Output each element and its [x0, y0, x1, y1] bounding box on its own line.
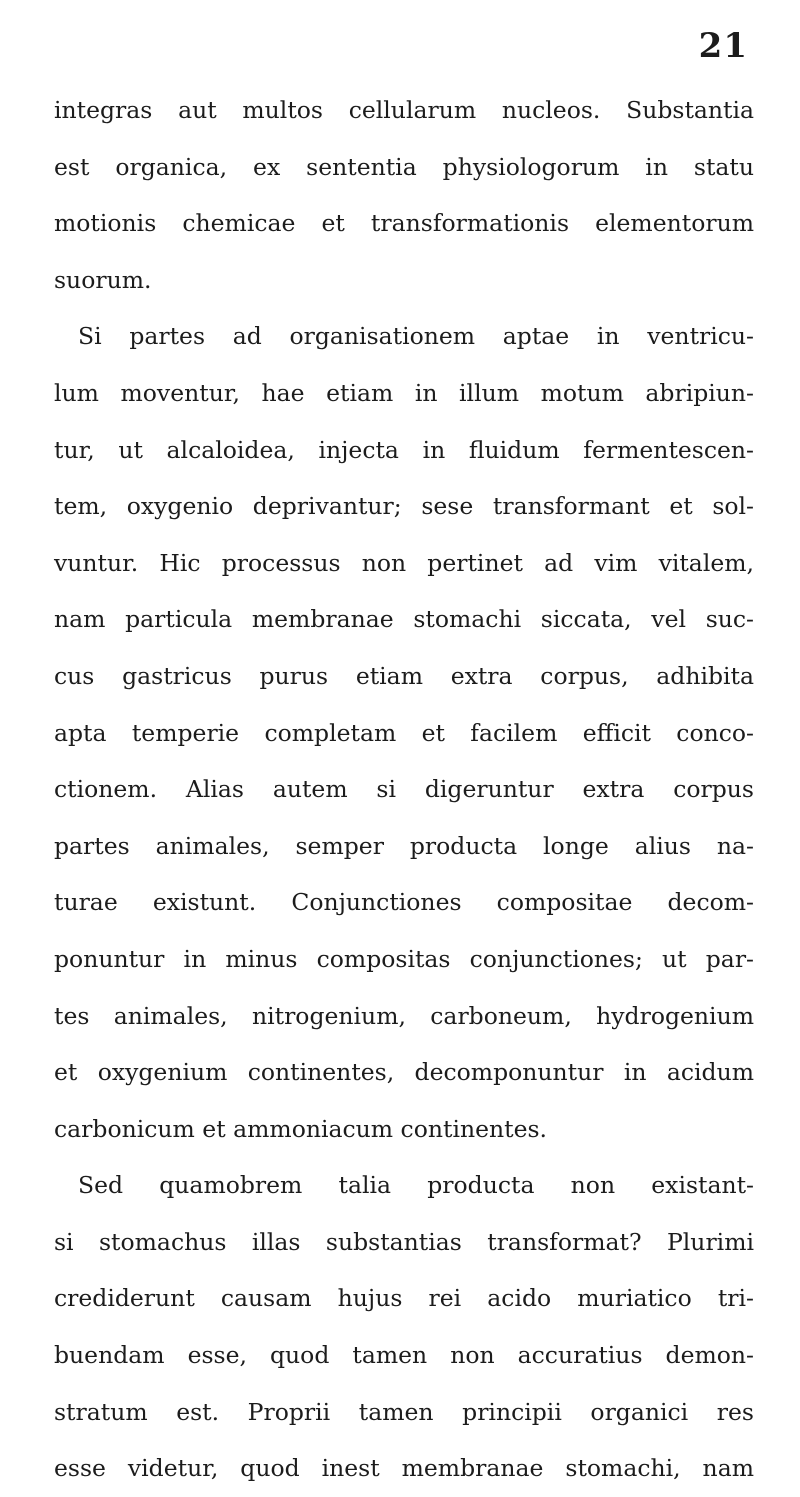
text-line: buendam esse, quod tamen non accuratius demon- [54, 1341, 754, 1370]
text-line: suorum. [54, 265, 152, 294]
text-line: motionis chemicae et transformationis elementorum [54, 209, 754, 238]
text-line: esse videtur, quod inest membranae stomachi, nam [54, 1454, 754, 1483]
page-number: 21 [698, 26, 748, 66]
text-line: ctionem. Alias autem si digeruntur extra corpus [54, 775, 754, 804]
text-line: apta temperie completam et facilem efficit conco- [54, 718, 754, 747]
text-line: cus gastricus purus etiam extra corpus, adhibita [54, 661, 754, 690]
text-line: nam particula membranae stomachi siccata, vel suc- [54, 605, 754, 634]
body-text [54, 82, 754, 1497]
text-line: si stomachus illas substantias transformat? Plurimi [54, 1227, 754, 1256]
text-line: lum moventur, hae etiam in illum motum abripiun- [54, 378, 754, 407]
text-line: est organica, ex sententia physiologorum in statu [54, 152, 754, 181]
text-line: tem, oxygenio deprivantur; sese transformant et sol- [54, 492, 754, 521]
text-line: turae existunt. Conjunctiones compositae decom- [54, 888, 754, 917]
text-line: tes animales, nitrogenium, carboneum, hydrogenium [54, 1001, 754, 1030]
text-line: partes animales, semper producta longe alius na- [54, 831, 754, 860]
text-line: tur, ut alcaloidea, injecta in fluidum fermentescen- [54, 435, 754, 464]
text-line: ponuntur in minus compositas conjunctiones; ut par- [54, 944, 754, 973]
text-line: Sed quamobrem talia producta non existant- [78, 1171, 754, 1200]
text-line: crediderunt causam hujus rei acido muriatico tri- [54, 1284, 754, 1313]
text-line: carbonicum et ammoniacum continentes. [54, 1114, 548, 1143]
text-line: Si partes ad organisationem aptae in ventricu- [78, 322, 754, 351]
text-line: vuntur. Hic processus non pertinet ad vim vitalem, [54, 548, 754, 577]
text-line: stratum est. Proprii tamen principii organici res [54, 1397, 754, 1426]
text-line: integras aut multos cellularum nucleos. Substantia [54, 96, 754, 124]
text-line: et oxygenium continentes, decomponuntur in acidum [54, 1058, 754, 1087]
